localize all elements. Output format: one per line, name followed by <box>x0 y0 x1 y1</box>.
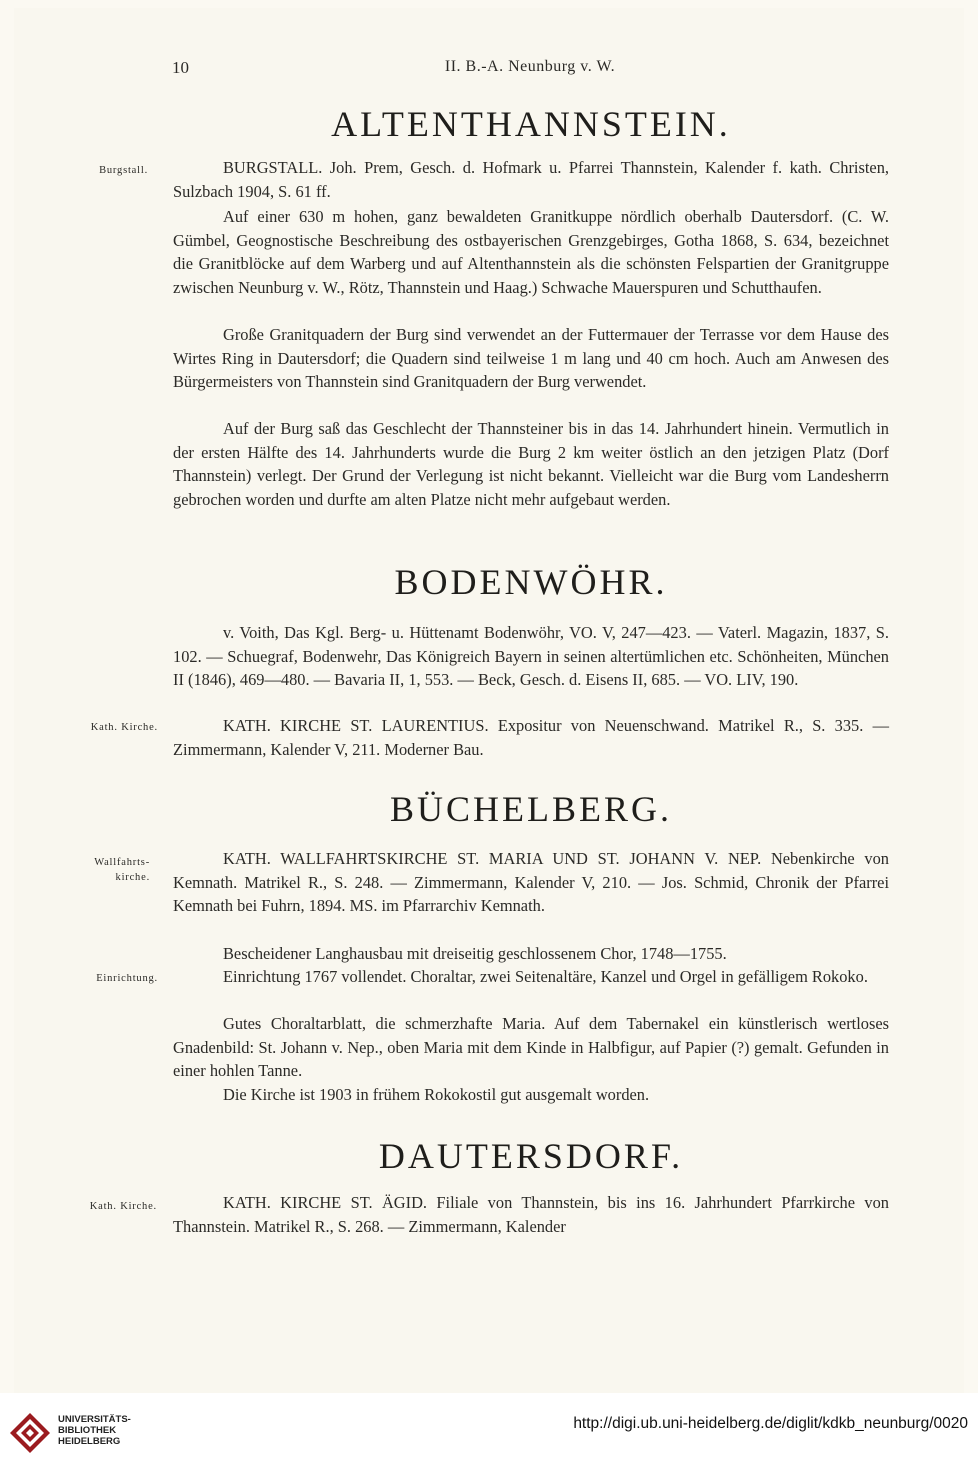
margin-note-line: Wallfahrts- <box>94 857 150 868</box>
running-head <box>0 58 978 82</box>
paragraph: Einrichtung 1767 vollendet. Choraltar, zwei Seitenaltäre, Kanzel und Orgel in gefälligem Rokoko. <box>223 967 868 986</box>
margin-note-line: kirche. <box>115 872 150 883</box>
paragraph: Gutes Choraltarblatt, die schmerzhafte Maria. Auf dem Tabernakel ein künstlerisch wertloses Gnadenbild: St. Johann v. Nep., oben Maria mit dem Kinde in Halbfigur, auf Papier (?) gemalt. Gefunden in einer hohlen Tanne. <box>173 1014 889 1080</box>
margin-note-einrichtung: Einrichtung. <box>96 973 158 984</box>
library-name-line: UNIVERSITÄTS- <box>58 1414 131 1425</box>
paragraph: Bescheidener Langhausbau mit dreiseitig geschlossenem Chor, 1748—1755. <box>223 944 727 963</box>
paragraph: Auf einer 630 m hohen, ganz bewaldeten Granitkuppe nördlich oberhalb Dautersdorf. (C. W. Gümbel, Geognostische Beschreibung des ostbayerischen Grenzgebirges, Gotha 1868, S. 634, bezeichnet die Granitblöcke auf dem Warberg und auf Altenthannstein als die schönsten Felspartien der Granitgruppe zwischen Neunburg v. W., Rötz, Thannstein und Haag.) Schwache Mauerspuren und Schutthaufen. <box>173 207 889 297</box>
paragraph: v. Voith, Das Kgl. Berg- u. Hüttenamt Bodenwöhr, VO. V, 247—423. — Vaterl. Magazin, 1837, S. 102. — Schuegraf, Bodenwehr, Das Königreich Bayern in seinen altertümlichen etc. Schönheiten, München II (1846), 469—480. — Bavaria II, 1, 553. — Beck, Gesch. d. Eisens II, 685. — VO. LIV, 190. <box>173 623 889 689</box>
running-title: II. B.-A. Neunburg v. W. <box>444 58 616 75</box>
paragraph: BURGSTALL. Joh. Prem, Gesch. d. Hofmark u. Pfarrei Thannstein, Kalender f. kath. Christen, Sulzbach 1904, S. 61 ff. <box>173 158 889 201</box>
section-title-altenthannstein: ALTENTHANNSTEIN. <box>331 104 731 144</box>
source-url-link[interactable]: http://digi.ub.uni-heidelberg.de/diglit/kdkb_neunburg/0020 <box>573 1415 968 1432</box>
margin-note-wallfahrtskirche <box>50 855 150 885</box>
paragraph: Große Granitquadern der Burg sind verwendet an der Futtermauer der Terrasse vor dem Hause des Wirtes Ring in Dautersdorf; die Quadern sind teilweise 1 m lang und 40 cm hoch. Auch am Anwesen des Bürgermeisters von Thannstein sind Granitquadern der Burg verwendet. <box>173 325 889 391</box>
margin-note-kath-kirche: Kath. Kirche. <box>90 722 158 733</box>
section-title-buechelberg: BÜCHELBERG. <box>389 789 672 829</box>
paragraph: KATH. KIRCHE ST. ÄGID. Filiale von Thannstein, bis ins 16. Jahrhundert Pfarrkirche von Thannstein. Matrikel R., S. 268. — Zimmermann, Kalender <box>173 1193 889 1236</box>
margin-note-burgstall: Burgstall. <box>99 165 148 176</box>
library-name-line: BIBLIOTHEK <box>58 1425 117 1436</box>
footer-bar <box>0 1393 978 1469</box>
paragraph: KATH. KIRCHE ST. LAURENTIUS. Expositur von Neuenschwand. Matrikel R., S. 335. — Zimmermann, Kalender V, 211. Moderner Bau. <box>173 716 889 759</box>
library-name-line: HEIDELBERG <box>58 1436 121 1447</box>
paragraph: Auf der Burg saß das Geschlecht der Thannsteiner bis in das 14. Jahrhundert hinein. Vermutlich in der ersten Hälfte des 14. Jahrhunderts wurde die Burg 2 km weiter östlich an den jetzigen Platz (Dorf Thannstein) verlegt. Der Grund der Verlegung ist nicht bekannt. Vielleicht war die Burg vom Landesherrn gebrochen worden und durfte am alten Platze nicht mehr aufgebaut werden. <box>173 419 889 509</box>
margin-note-kath-kirche: Kath. Kirche. <box>89 1201 157 1212</box>
section-title-dautersdorf: DAUTERSDORF. <box>378 1136 684 1176</box>
library-name <box>58 1414 131 1447</box>
paragraph: Die Kirche ist 1903 in frühem Rokokostil gut ausgemalt worden. <box>223 1085 650 1104</box>
paragraph: KATH. WALLFAHRTSKIRCHE ST. MARIA UND ST. JOHANN V. NEP. Nebenkirche von Kemnath. Matrikel R., S. 248. — Zimmermann, Kalender V, 210. — Jos. Schmid, Chronik der Pfarrei Kemnath bei Fuhrn, 1894. MS. im Pfarrarchiv Kemnath. <box>173 849 889 915</box>
section-title-bodenwoehr: BODENWÖHR. <box>394 562 668 602</box>
page-number: 10 <box>172 58 189 77</box>
library-logo-icon <box>8 1411 52 1455</box>
